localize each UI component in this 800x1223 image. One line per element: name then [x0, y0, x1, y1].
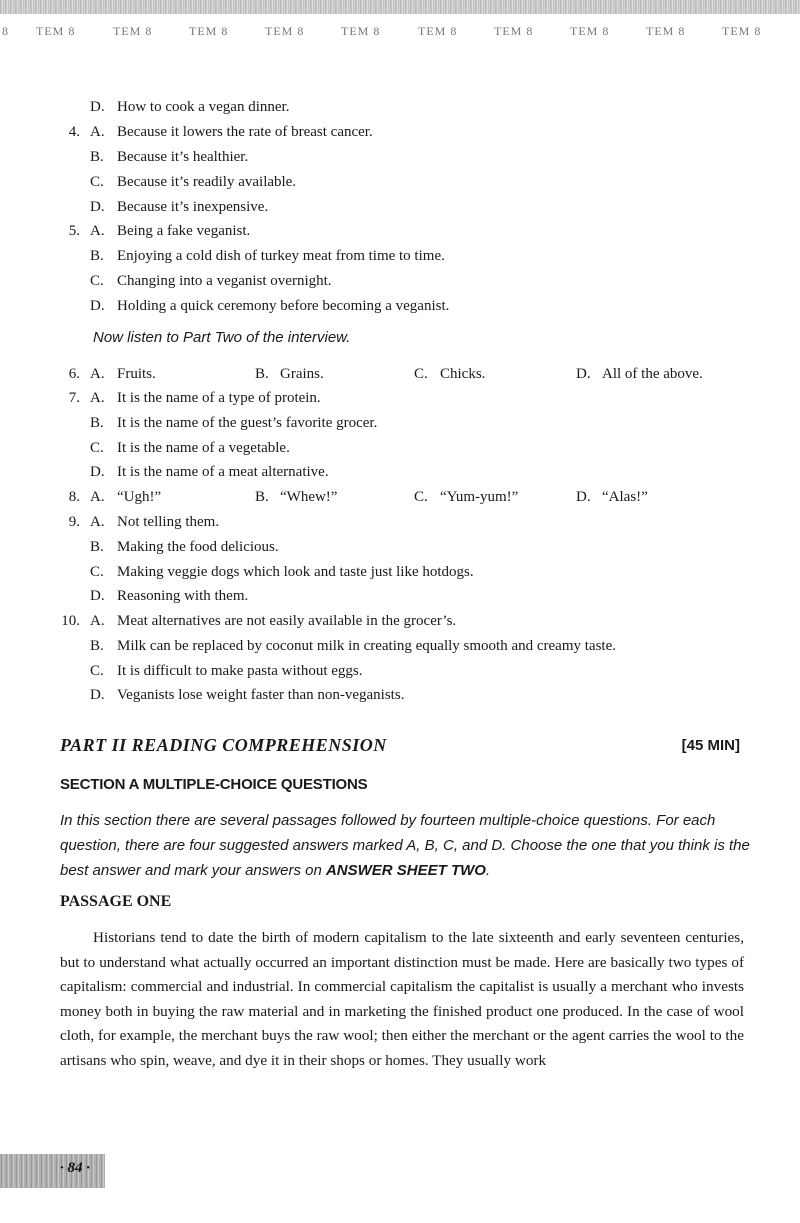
header-label: TEM 8	[113, 24, 153, 38]
header-label: TEM 8	[418, 24, 458, 38]
part-time-limit: [45 MIN]	[681, 737, 740, 754]
section-title: SECTION A MULTIPLE-CHOICE QUESTIONS	[60, 776, 368, 793]
passage-title: PASSAGE ONE	[60, 893, 172, 910]
header-label: TEM 8	[722, 24, 762, 38]
header-label: TEM 8	[189, 24, 229, 38]
header-label: TEM 8	[341, 24, 381, 38]
listening-instruction: Now listen to Part Two of the interview.	[93, 329, 351, 346]
header-label: TEM 8	[265, 24, 305, 38]
running-header	[0, 14, 800, 48]
header-label: TEM 8	[494, 24, 534, 38]
header-label: 8	[2, 24, 9, 38]
passage-body: Historians tend to date the birth of modern capitalism to the late sixteenth and early seventeen centuries, but to understand what actually occurred an important distinction must be made. Here are basically two types of capitalism: commercial and industrial. In commercial capitalism the capitalist is usually a merchant who invests money both in buying the raw material and in marketing the finished product one produced. In the case of wool cloth, for example, the merchant buys the raw wool; then either the merchant or the agent carries the wool to the artisans who spin, weave, and dye it in their shops or homes. They usually work	[60, 929, 744, 1069]
header-label: TEM 8	[646, 24, 686, 38]
header-texture	[0, 0, 800, 14]
header-label: TEM 8	[570, 24, 610, 38]
section-instructions: In this section there are several passages followed by fourteen multiple-choice questions. For each question, there are four suggested answers marked A, B, C, and D. Choose the one that you think is the best answer and mark your answers on ANSWER SHEET TWO.	[60, 812, 750, 879]
part-title: PART II READING COMPREHENSION	[60, 735, 387, 755]
page-number: · 84 ·	[60, 1160, 90, 1176]
header-label: TEM 8	[36, 24, 76, 38]
answer-sheet-emphasis: ANSWER SHEET TWO	[325, 862, 486, 879]
